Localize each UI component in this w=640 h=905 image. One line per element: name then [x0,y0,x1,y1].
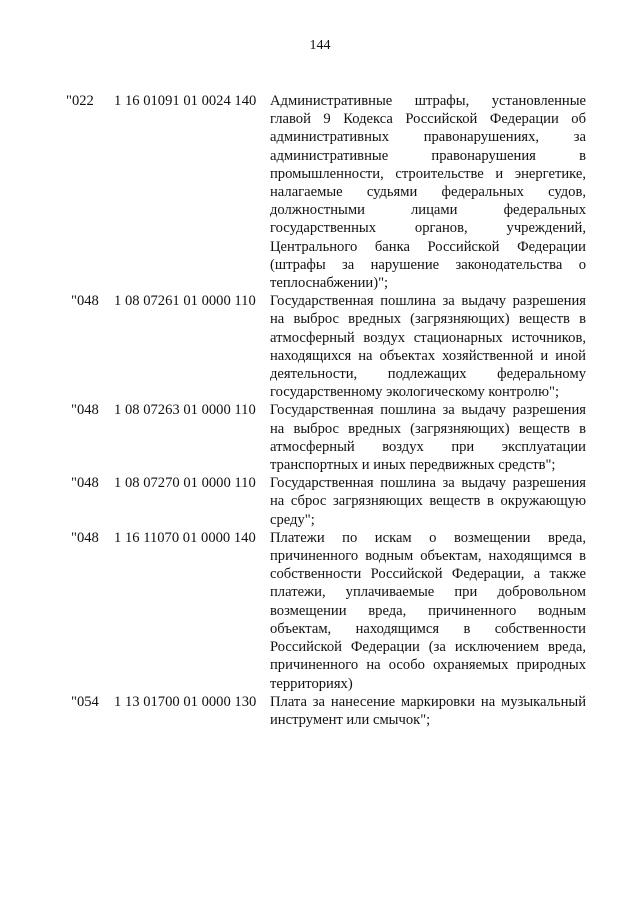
budget-classification-code: 1 08 07261 01 0000 110 [114,293,256,310]
budget-classification-code: 1 08 07263 01 0000 110 [114,402,256,419]
budget-classification-code: 1 13 01700 01 0000 130 [114,693,257,710]
table-row [66,292,586,401]
table-row [66,401,586,474]
table-row [66,529,586,693]
table-row [66,693,586,729]
budget-classification-code: 1 16 01091 01 0024 140 [114,93,257,109]
table-row [66,474,586,529]
administrator-code: "048 [71,529,99,546]
administrator-code: "022 [66,93,94,109]
revenue-name: Административные штрафы, установленные главой 9 Кодекса Российской Федерации об административных правонарушениях, за административные правонарушения в промышленности, строительстве и энергетике, налагаемые судьями федеральных судов, должностными лицами федеральных государственных органов, учреждений, Центрального банка Российской Федерации (штрафы за нарушение законодательства о теплоснабжении)"; [270,93,586,292]
administrator-code: "048 [71,293,99,310]
budget-code-table [66,92,586,729]
administrator-code: "054 [71,693,99,710]
revenue-name: Государственная пошлина за выдачу разрешения на выброс вредных (загрязняющих) веществ в атмосферный воздух стационарных источников, находящихся на объектах хозяйственной и иной деятельности, подлежащих федеральному государственному экологическому контролю"; [270,293,586,401]
revenue-name: Государственная пошлина за выдачу разрешения на выброс вредных (загрязняющих) веществ в атмосферный воздух при эксплуатации транспортных и иных передвижных средств"; [270,402,586,474]
table-row [66,92,586,292]
page-number: 144 [309,38,331,53]
revenue-name: Платежи по искам о возмещении вреда, причиненного водным объектам, находящимся в собственности Российской Федерации, а также платежи, уплачиваемые при добровольном возмещении вреда, причиненного водным объектам, находящимся в собственности Российской Федерации (за исключением вреда, причиненного на особо охраняемых природных территориях) [270,529,586,692]
administrator-code: "048 [71,475,99,492]
administrator-code: "048 [71,402,99,419]
revenue-name: Государственная пошлина за выдачу разрешения на сброс загрязняющих веществ в окружающую среду"; [270,475,586,528]
revenue-name: Плата за нанесение маркировки на музыкальный инструмент или смычок"; [270,693,586,728]
budget-classification-code: 1 08 07270 01 0000 110 [114,475,256,492]
budget-classification-code: 1 16 11070 01 0000 140 [114,529,256,546]
